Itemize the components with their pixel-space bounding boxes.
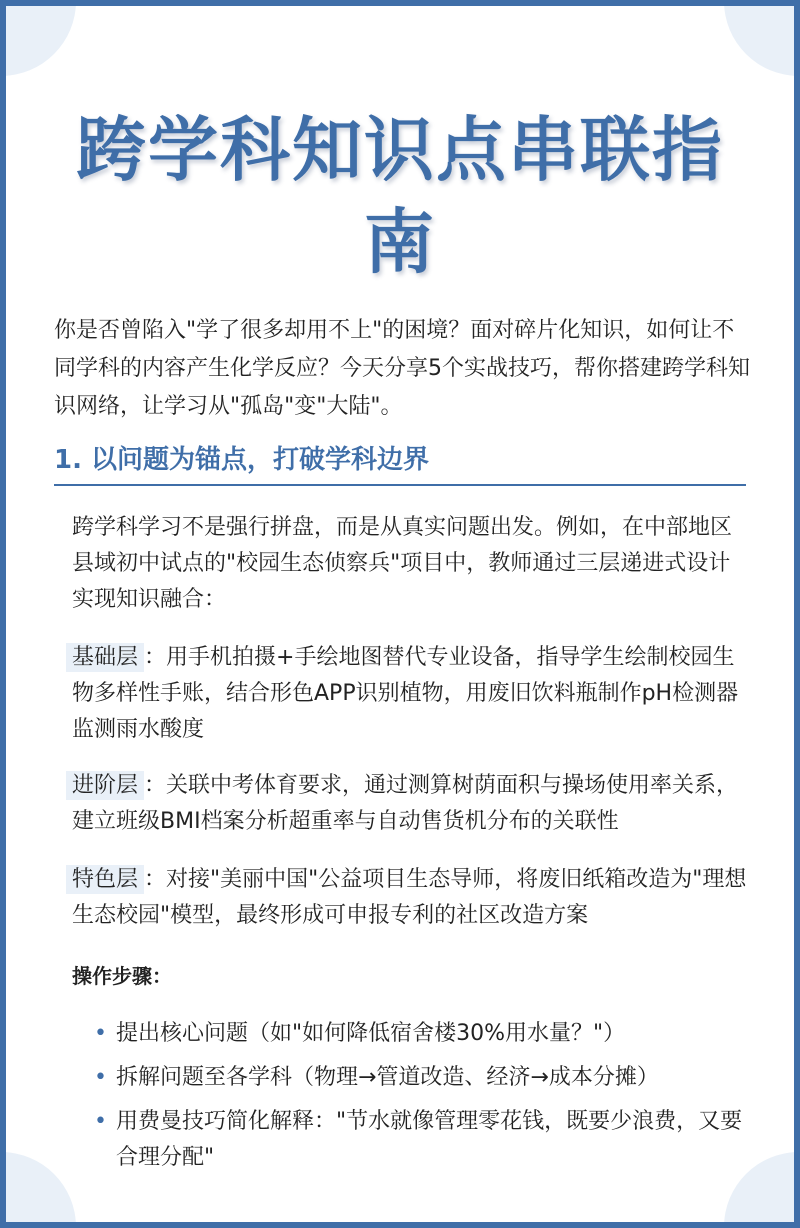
steps-title: 操作步骤： xyxy=(72,964,172,988)
step-text: 提出核心问题（如"如何降低宿舍楼30%用水量？"） xyxy=(116,1021,626,1046)
steps-list xyxy=(94,1016,750,1184)
layer-feature xyxy=(72,862,750,934)
corner-decoration xyxy=(724,0,800,76)
list-item xyxy=(94,1060,750,1096)
section-paragraph: 跨学科学习不是强行拼盘，而是从真实问题出发。例如，在中部地区县域初中试点的"校园生态侦察兵"项目中，教师通过三层递进式设计实现知识融合： xyxy=(72,515,733,612)
layer-tag: 基础层 xyxy=(66,643,144,672)
section-heading: 1. 以问题为锚点，打破学科边界 xyxy=(54,438,746,486)
layer-tag: 特色层 xyxy=(66,865,144,894)
layer-text: ：用手机拍摄+手绘地图替代专业设备，指导学生绘制校园生物多样性手账，结合形色APP识别植物，用废旧饮料瓶制作pH检测器监测雨水酸度 xyxy=(72,645,739,742)
list-item xyxy=(94,1104,750,1176)
bullet-icon: • xyxy=(94,1109,107,1134)
page-title: 跨学科知识点串联指南 xyxy=(76,109,724,283)
list-item xyxy=(94,1016,750,1052)
layer-text: ：关联中考体育要求，通过测算树荫面积与操场使用率关系，建立班级BMI档案分析超重率与自动售货机分布的关联性 xyxy=(72,773,739,834)
step-text: 拆解问题至各学科（物理→管道改造、经济→成本分摊） xyxy=(116,1065,659,1090)
corner-decoration xyxy=(0,0,76,76)
layer-tag: 进阶层 xyxy=(66,771,144,800)
corner-decoration xyxy=(0,1152,76,1228)
bullet-icon: • xyxy=(94,1065,107,1090)
layer-basic xyxy=(72,640,750,748)
layer-text: ：对接"美丽中国"公益项目生态导师，将废旧纸箱改造为"理想生态校园"模型，最终形成可申报专利的社区改造方案 xyxy=(72,867,747,928)
intro-paragraph: 你是否曾陷入"学了很多却用不上"的困境？面对碎片化知识，如何让不同学科的内容产生化学反应？今天分享5个实战技巧，帮你搭建跨学科知识网络，让学习从"孤岛"变"大陆"。 xyxy=(54,318,750,419)
layer-advanced xyxy=(72,768,750,840)
bullet-icon: • xyxy=(94,1021,107,1046)
step-text: 用费曼技巧简化解释："节水就像管理零花钱，既要少浪费，又要合理分配" xyxy=(116,1109,743,1170)
